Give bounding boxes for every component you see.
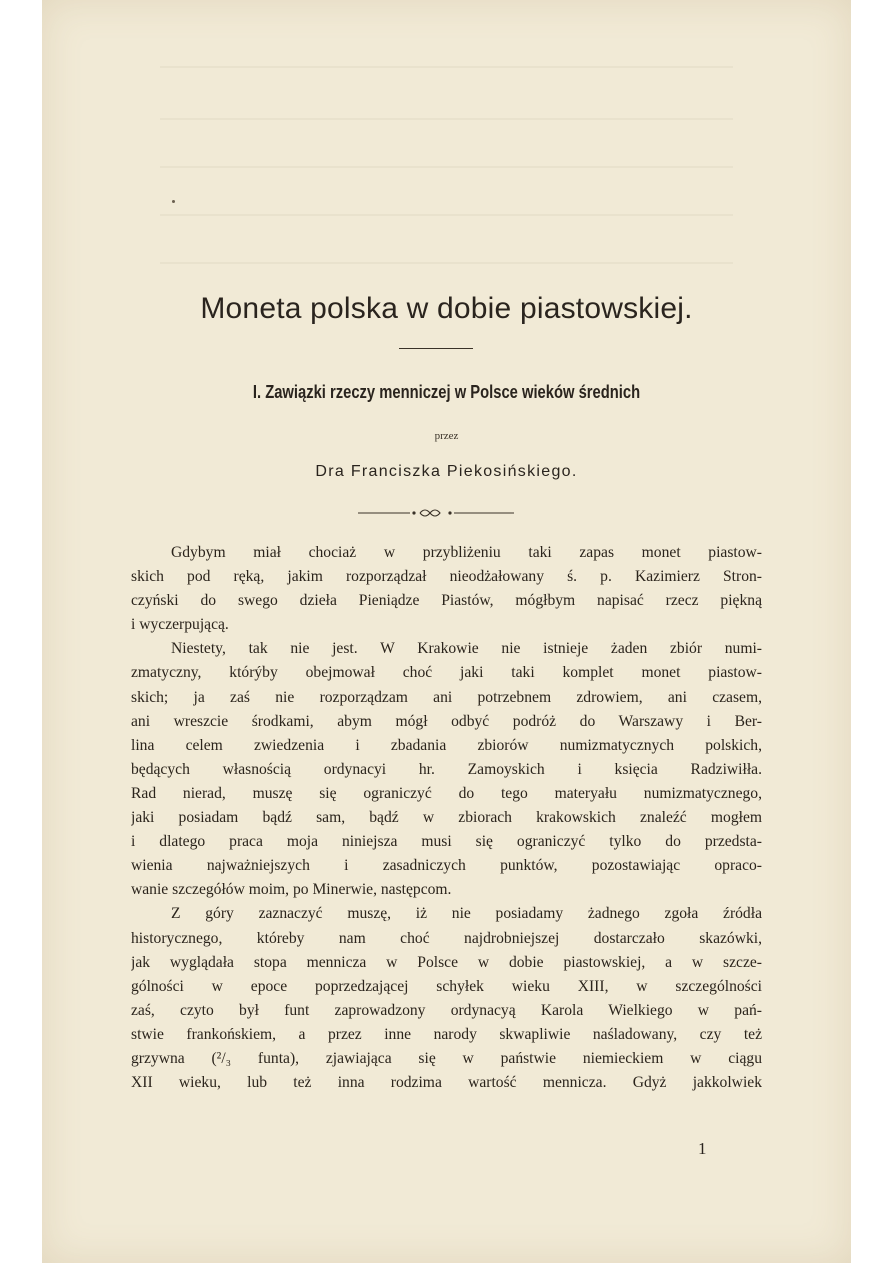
text-line: Rad nierad, muszę się ograniczyć do tego materyału numizmatycznego, [131, 784, 762, 802]
text-line: zmatyczny, którýby obejmował choć jaki taki komplet monet piastow- [131, 664, 762, 682]
body-text [131, 541, 762, 1095]
byline-word: przez [434, 430, 459, 442]
text-line: Gdybym miał chociaż w przybliżeniu taki zapas monet piastow- [171, 544, 762, 561]
bleed-through-line [160, 66, 733, 68]
text-line: zaś, czyto był funt zaprowadzony ordynacyą Karola Wielkiego w pań- [131, 1001, 762, 1019]
text-line: lina celem zwiedzenia i zbadania zbiorów numizmatycznych polskich, [131, 736, 762, 754]
text-line: będących własnością ordynacyi hr. Zamoyskich i księcia Radziwiłła. [131, 760, 762, 778]
ink-speck [172, 200, 175, 203]
page-number: 1 [698, 1139, 707, 1158]
text-line: i dlatego praca moja niniejsza musi się ograniczyć tylko do przedsta- [131, 833, 762, 851]
text-line: i wyczerpującą. [131, 616, 229, 634]
text-line: wienia najważniejszych i zasadniczych punktów, pozostawiając opraco- [131, 857, 762, 875]
text-line: jak wyglądała stopa mennicza w Polsce w dobie piastowskiej, a w szcze- [131, 953, 762, 971]
text-line: ani wreszcie środkami, abym mógł odbyć podróż do Warszawy i Ber- [131, 712, 762, 730]
text-line: skich pod ręką, jakim rozporządzał nieodżałowany ś. p. Kazimierz Stron- [131, 568, 762, 586]
author-name: Dra Franciszka Piekosińskiego. [315, 463, 578, 480]
ornament-divider [358, 506, 514, 520]
page-title: Moneta polska w dobie piastowskiej. [200, 292, 693, 325]
text-line: gólności w epoce poprzedzającej schyłek wieku XIII, w szczególności [131, 977, 762, 995]
text-line: XII wieku, lub też inna rodzima wartość mennicza. Gdyż jakkolwiek [131, 1074, 762, 1092]
text-line: wanie szczegółów moim, po Minerwie, następcom. [131, 881, 452, 899]
text-line: grzywna (²/₃ funta), zjawiająca się w państwie niemieckiem w ciągu [131, 1049, 762, 1067]
section-subtitle: I. Zawiązki rzeczy menniczej w Polsce wieków średnich [252, 382, 641, 402]
bleed-through-line [160, 118, 733, 120]
title-divider [399, 348, 473, 349]
text-line: Z góry zaznaczyć muszę, iż nie posiadamy żadnego zgoła źródła [171, 905, 762, 923]
bleed-through-line [160, 262, 733, 264]
text-line: czyński do swego dzieła Pieniądze Piastów, mógłbym napisać rzecz piękną [131, 592, 762, 610]
text-line: Niestety, tak nie jest. W Krakowie nie istnieje żaden zbiór numi- [171, 640, 762, 658]
text-line: skich; ja zaś nie rozporządzam ani potrzebnem zdrowiem, ani czasem, [131, 688, 762, 706]
bleed-through-line [160, 214, 733, 216]
text-line: historycznego, któreby nam choć najdrobniejszej dostarczało skazówki, [131, 929, 762, 947]
text-line: jaki posiadam bądź sam, bądź w zbiorach krakowskich znaleźć mogłem [131, 809, 762, 827]
text-line: stwie frankońskiem, a przez inne narody skwapliwie naśladowany, czy też [131, 1025, 762, 1043]
bleed-through-line [160, 166, 733, 168]
